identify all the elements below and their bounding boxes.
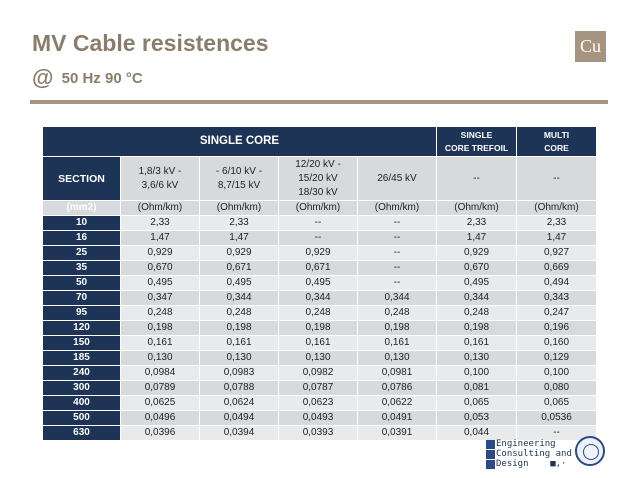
section-size-cell: 300 bbox=[43, 381, 121, 396]
voltage-header bbox=[517, 157, 597, 201]
resistance-cell: -- bbox=[358, 276, 437, 291]
resistance-cell: 0,129 bbox=[517, 351, 597, 366]
resistance-cell: 0,248 bbox=[437, 306, 517, 321]
group-header-row bbox=[43, 127, 597, 157]
table-row bbox=[43, 216, 597, 231]
resistance-cell: 0,344 bbox=[200, 291, 279, 306]
resistance-cell: 0,130 bbox=[121, 351, 200, 366]
table-row bbox=[43, 351, 597, 366]
table-row bbox=[43, 336, 597, 351]
ecd-logo bbox=[486, 440, 570, 470]
section-size-cell: 500 bbox=[43, 411, 121, 426]
logo-line: Design ■,· bbox=[496, 459, 567, 469]
resistance-table bbox=[42, 126, 597, 441]
resistance-cell: 0,669 bbox=[517, 261, 597, 276]
section-size-cell: 630 bbox=[43, 426, 121, 441]
voltage-header-line: 15/20 kV bbox=[298, 172, 338, 184]
resistance-cell: 0,344 bbox=[437, 291, 517, 306]
resistance-cell: 0,248 bbox=[200, 306, 279, 321]
resistance-cell: 0,0622 bbox=[358, 396, 437, 411]
resistance-cell: -- bbox=[279, 231, 358, 246]
table-row bbox=[43, 231, 597, 246]
resistance-cell: 0,929 bbox=[279, 246, 358, 261]
slide-subtitle bbox=[32, 63, 143, 89]
header-single-core: SINGLE CORE bbox=[43, 127, 437, 157]
resistance-cell: 0,0984 bbox=[121, 366, 200, 381]
trefoil-header-line: SINGLE bbox=[460, 129, 493, 140]
resistance-cell: 0,065 bbox=[437, 396, 517, 411]
table-row bbox=[43, 321, 597, 336]
resistance-cell: 0,929 bbox=[200, 246, 279, 261]
resistance-cell: 0,0393 bbox=[279, 426, 358, 441]
resistance-cell: 0,344 bbox=[358, 291, 437, 306]
resistance-cell: 0,161 bbox=[121, 336, 200, 351]
resistance-cell: 0,495 bbox=[437, 276, 517, 291]
logo-mark-icon bbox=[486, 440, 495, 470]
unit-section: (mm2) bbox=[43, 201, 121, 216]
unit-resistance: (Ohm/km) bbox=[200, 201, 279, 216]
trefoil-header-line: CORE TREFOIL bbox=[444, 142, 509, 153]
resistance-cell: 0,0496 bbox=[121, 411, 200, 426]
table-row bbox=[43, 381, 597, 396]
resistance-cell: 0,0493 bbox=[279, 411, 358, 426]
table-row bbox=[43, 291, 597, 306]
resistance-cell: 0,0787 bbox=[279, 381, 358, 396]
section-size-cell: 25 bbox=[43, 246, 121, 261]
resistance-cell: 0,130 bbox=[200, 351, 279, 366]
resistance-cell: 0,100 bbox=[437, 366, 517, 381]
section-size-cell: 95 bbox=[43, 306, 121, 321]
resistance-cell: 0,161 bbox=[358, 336, 437, 351]
resistance-cell: 0,0394 bbox=[200, 426, 279, 441]
resistance-cell: 0,161 bbox=[437, 336, 517, 351]
resistance-cell: 0,130 bbox=[358, 351, 437, 366]
resistance-cell: 0,670 bbox=[121, 261, 200, 276]
voltage-header-row bbox=[43, 157, 597, 201]
table-row bbox=[43, 411, 597, 426]
resistance-cell: 0,065 bbox=[517, 396, 597, 411]
resistance-cell: 0,0491 bbox=[358, 411, 437, 426]
resistance-cell: 0,495 bbox=[279, 276, 358, 291]
resistance-cell: 0,671 bbox=[200, 261, 279, 276]
resistance-cell: 1,47 bbox=[200, 231, 279, 246]
section-size-cell: 185 bbox=[43, 351, 121, 366]
resistance-cell: 0,198 bbox=[279, 321, 358, 336]
resistance-cell: 2,33 bbox=[437, 216, 517, 231]
table-row bbox=[43, 306, 597, 321]
resistance-cell: 2,33 bbox=[121, 216, 200, 231]
resistance-cell: 0,0396 bbox=[121, 426, 200, 441]
voltage-header bbox=[437, 157, 517, 201]
resistance-cell: 0,248 bbox=[279, 306, 358, 321]
resistance-cell: -- bbox=[279, 216, 358, 231]
resistance-cell: 0,100 bbox=[517, 366, 597, 381]
resistance-cell: 0,344 bbox=[279, 291, 358, 306]
resistance-cell: 0,929 bbox=[121, 246, 200, 261]
voltage-header-line: 12/20 kV - bbox=[295, 158, 341, 170]
section-size-cell: 16 bbox=[43, 231, 121, 246]
copper-badge: Cu bbox=[575, 31, 606, 62]
logo-line: Engineering bbox=[496, 439, 556, 449]
resistance-cell: 0,495 bbox=[121, 276, 200, 291]
resistance-cell: 0,053 bbox=[437, 411, 517, 426]
resistance-cell: 0,0983 bbox=[200, 366, 279, 381]
resistance-cell: 0,130 bbox=[437, 351, 517, 366]
section-size-cell: 50 bbox=[43, 276, 121, 291]
resistance-cell: -- bbox=[358, 216, 437, 231]
table-row bbox=[43, 396, 597, 411]
voltage-header-line: 8,7/15 kV bbox=[217, 179, 261, 191]
section-size-cell: 240 bbox=[43, 366, 121, 381]
resistance-cell: -- bbox=[517, 426, 597, 441]
section-size-cell: 10 bbox=[43, 216, 121, 231]
slide-title: MV Cable resistences bbox=[32, 30, 269, 56]
voltage-header-line: - 6/10 kV - bbox=[215, 165, 263, 177]
header-section: SECTION bbox=[43, 157, 121, 201]
resistance-cell: 0,0788 bbox=[200, 381, 279, 396]
resistance-cell: 0,0789 bbox=[121, 381, 200, 396]
section-size-cell: 35 bbox=[43, 261, 121, 276]
resistance-cell: 0,347 bbox=[121, 291, 200, 306]
resistance-cell: 1,47 bbox=[437, 231, 517, 246]
voltage-header-line: -- bbox=[553, 172, 560, 184]
voltage-header bbox=[121, 157, 200, 201]
resistance-cell: 0,198 bbox=[200, 321, 279, 336]
subtitle-at-symbol: @ bbox=[32, 65, 54, 90]
section-size-cell: 150 bbox=[43, 336, 121, 351]
multi-header-line: CORE bbox=[544, 142, 569, 153]
subtitle-text: 50 Hz 90 °C bbox=[61, 70, 143, 87]
resistance-cell: 0,247 bbox=[517, 306, 597, 321]
logo-line: Consulting and bbox=[496, 449, 572, 459]
resistance-cell: 1,47 bbox=[517, 231, 597, 246]
resistance-cell: 0,248 bbox=[358, 306, 437, 321]
resistance-cell: -- bbox=[358, 246, 437, 261]
title-divider bbox=[30, 100, 608, 104]
unit-resistance: (Ohm/km) bbox=[517, 201, 597, 216]
resistance-cell: 0,248 bbox=[121, 306, 200, 321]
unit-resistance: (Ohm/km) bbox=[358, 201, 437, 216]
voltage-header-line: 1,8/3 kV - bbox=[138, 165, 182, 177]
voltage-header bbox=[200, 157, 279, 201]
section-size-cell: 120 bbox=[43, 321, 121, 336]
resistance-cell: 0,0786 bbox=[358, 381, 437, 396]
resistance-cell: -- bbox=[358, 231, 437, 246]
resistance-cell: 0,0624 bbox=[200, 396, 279, 411]
voltage-header-line: -- bbox=[473, 172, 480, 184]
university-seal-icon bbox=[575, 436, 605, 466]
resistance-cell: 2,33 bbox=[517, 216, 597, 231]
multi-header-line: MULTI bbox=[543, 129, 570, 140]
resistance-cell: 0,0625 bbox=[121, 396, 200, 411]
table-row bbox=[43, 366, 597, 381]
resistance-cell: 0,130 bbox=[279, 351, 358, 366]
resistance-cell: 0,343 bbox=[517, 291, 597, 306]
resistance-cell: 0,198 bbox=[437, 321, 517, 336]
table-row bbox=[43, 261, 597, 276]
resistance-cell: 0,198 bbox=[358, 321, 437, 336]
resistance-cell: 0,495 bbox=[200, 276, 279, 291]
resistance-cell: 0,198 bbox=[121, 321, 200, 336]
voltage-header bbox=[279, 157, 358, 201]
resistance-cell: 0,044 bbox=[437, 426, 517, 441]
resistance-cell: 0,0391 bbox=[358, 426, 437, 441]
resistance-cell: 0,0536 bbox=[517, 411, 597, 426]
resistance-cell: 0,0623 bbox=[279, 396, 358, 411]
resistance-cell: 2,33 bbox=[200, 216, 279, 231]
voltage-header-line: 3,6/6 kV bbox=[141, 179, 179, 191]
resistance-cell: 1,47 bbox=[121, 231, 200, 246]
resistance-cell: 0,0494 bbox=[200, 411, 279, 426]
resistance-cell: -- bbox=[358, 261, 437, 276]
resistance-cell: 0,494 bbox=[517, 276, 597, 291]
header-multi-core bbox=[517, 127, 597, 157]
resistance-cell: 0,196 bbox=[517, 321, 597, 336]
logo-text bbox=[496, 439, 572, 469]
voltage-header-line: 26/45 kV bbox=[377, 172, 417, 184]
unit-resistance: (Ohm/km) bbox=[279, 201, 358, 216]
voltage-header-line: 18/30 kV bbox=[298, 186, 338, 198]
voltage-header bbox=[358, 157, 437, 201]
resistance-cell: 0,0981 bbox=[358, 366, 437, 381]
unit-resistance: (Ohm/km) bbox=[121, 201, 200, 216]
resistance-cell: 0,161 bbox=[200, 336, 279, 351]
resistance-cell: 0,160 bbox=[517, 336, 597, 351]
units-row bbox=[43, 201, 597, 216]
unit-resistance: (Ohm/km) bbox=[437, 201, 517, 216]
section-size-cell: 70 bbox=[43, 291, 121, 306]
resistance-cell: 0,0982 bbox=[279, 366, 358, 381]
resistance-cell: 0,670 bbox=[437, 261, 517, 276]
header-single-core-trefoil bbox=[437, 127, 517, 157]
resistance-cell: 0,161 bbox=[279, 336, 358, 351]
resistance-cell: 0,927 bbox=[517, 246, 597, 261]
resistance-cell: 0,081 bbox=[437, 381, 517, 396]
table-row bbox=[43, 246, 597, 261]
resistance-cell: 0,929 bbox=[437, 246, 517, 261]
resistance-cell: 0,080 bbox=[517, 381, 597, 396]
table-row bbox=[43, 276, 597, 291]
section-size-cell: 400 bbox=[43, 396, 121, 411]
resistance-cell: 0,671 bbox=[279, 261, 358, 276]
